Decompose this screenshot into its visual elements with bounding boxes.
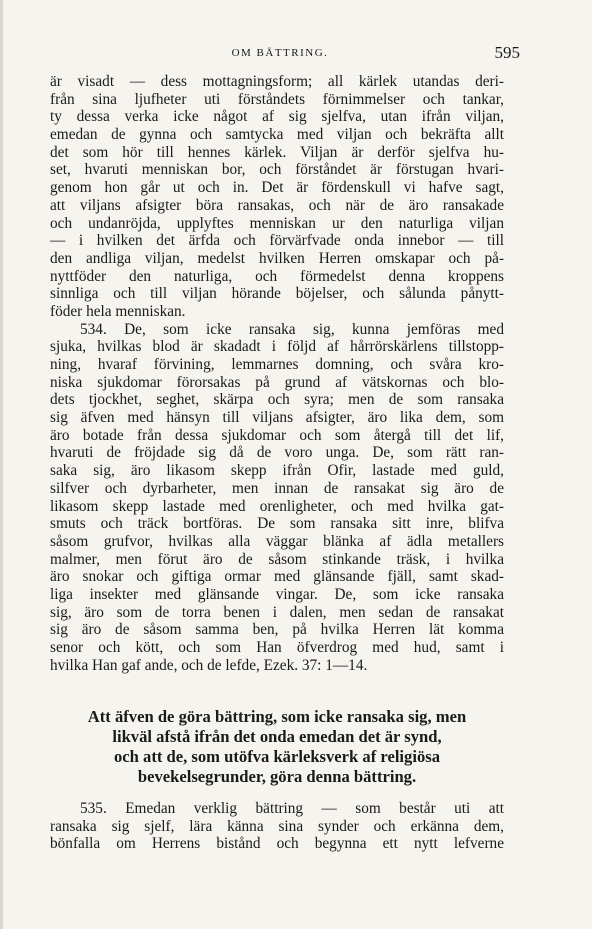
text-line: 534. De, som icke ransaka sig, kunna jemföras med (80, 320, 504, 338)
text-line: från sina ljufheter uti förståndets förnimmelser och tankar, (50, 90, 504, 108)
section-heading (50, 707, 504, 787)
body-text (50, 73, 504, 674)
page-header (40, 44, 520, 62)
text-line: föder hela menniskan. (50, 302, 186, 320)
text-line: sig äfven med hänsyn till viljans afsigter, äro lika dem, som (50, 409, 504, 427)
text-line: hvaruti de fröjdade sig då de voro unga. De, som rätt ran- (50, 444, 504, 462)
running-title: OM BÄTTRING. (231, 47, 329, 59)
text-line: liga insekter med glänsande vingar. De, som icke ransaka (50, 585, 504, 603)
text-line: ning, hvaraf förvining, lemmarnes domning, och svåra kro- (50, 356, 504, 373)
text-line: det som hör till hennes kärlek. Viljan är derför sjelfva hu- (50, 143, 504, 161)
text-line: såsom grufvor, hvilkas alla väggar blänka af ädla metallers (50, 532, 504, 550)
text-line: ransaka sig sjelf, lära känna sina synder och erkänna dem, (50, 817, 504, 835)
body-text (50, 800, 504, 853)
heading-line: Att äfven de göra bättring, som icke ransaka sig, men (87, 707, 467, 726)
text-line: sinnliga och till viljan hörande böjelser, och sålunda pånytt- (50, 285, 504, 303)
text-line: hvilka Han gaf ande, och de lefde, Ezek. 37: 1—14. (50, 656, 368, 674)
text-line: malmer, men förut äro de såsom stinkande träsk, i hvilka (50, 550, 504, 568)
text-line: sjuka, hvilkas blod är skadadt i följd af hårrörskärlens tillstopp- (50, 338, 504, 356)
page-edge (0, 0, 3, 929)
text-line: niska sjukdomar förorsakas på grund af vätskornas och blo- (50, 373, 504, 391)
text-line: smuts och träck bortföras. De som ransaka sitt inre, blifva (50, 515, 504, 533)
text-line: är visadt — dess mottagningsform; all kärlek utandas deri- (50, 73, 504, 90)
text-line: likasom skepp lastade med orenligheter, och med hvilka gat- (50, 497, 504, 515)
text-line: 535. Emedan verklig bättring — som består uti att (80, 800, 504, 817)
text-line: sig äro de såsom samma ben, på hvilka Herren lät komma (50, 621, 504, 639)
text-line: nyttföder den naturliga, och förmedelst denna kroppens (50, 267, 504, 285)
heading-line: likväl afstå ifrån det onda emedan det är synd, (112, 727, 442, 746)
text-line: emedan de gynna och samtycka med viljan och bekräfta allt (50, 126, 504, 144)
heading-line: bevekelsegrunder, göra denna bättring. (137, 767, 417, 786)
page-number: 595 (494, 43, 520, 62)
text-line: set, hvaruti menniskan bor, och förståndet är förstugan hvari- (50, 161, 504, 179)
text-line: — i hvilken det ärfda och förvärfvade onda innebor — till (50, 232, 504, 250)
text-line: ty dessa verka icke något af sig sjelfva, utan ifrån viljan, (50, 108, 504, 126)
text-line: äro snokar och giftiga ormar med glänsande fjäll, samt skad- (50, 568, 504, 586)
text-line: sig, äro som de torra benen i dalen, men sedan de ransakat (50, 603, 504, 621)
text-line: genom hon går ut och in. Det är fördenskull vi hafve sagt, (50, 179, 504, 197)
text-line: den andliga viljan, medelst hvilken Herren omskapar och på- (50, 249, 504, 267)
text-line: silfver och dyrbarheter, men innan de ransakat sig äro de (50, 479, 504, 497)
text-line: bönfalla om Herrens bistånd och begynna ett nytt lefverne (50, 835, 504, 853)
text-line: äro botade från dessa sjukdomar och som återgå till det lif, (50, 426, 504, 444)
text-line: dets tjockhet, seghet, skärpa och syra; men de som ransaka (50, 391, 504, 409)
heading-line: och att de, som utöfva kärleksverk af religiösa (113, 747, 440, 766)
text-line: senor och kött, och som Han öfverdrog med hud, samt i (50, 639, 504, 656)
text-line: saka sig, äro likasom skepp ifrån Ofir, lastade med guld, (50, 462, 504, 480)
text-line: och undanröjda, upplyftes menniskan ur den naturliga viljan (50, 214, 504, 232)
text-line: att viljans afsigter böra ransakas, och när de äro ransakade (50, 196, 504, 214)
